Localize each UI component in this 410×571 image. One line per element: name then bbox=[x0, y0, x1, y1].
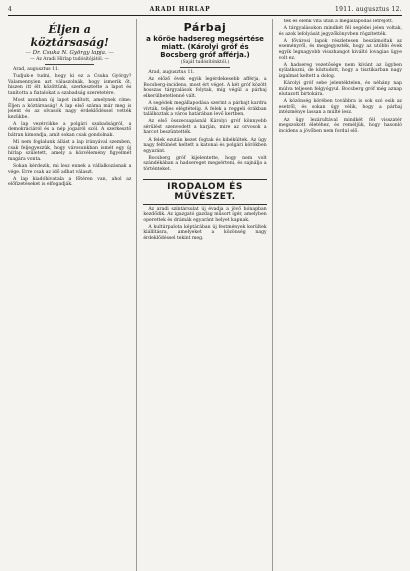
paragraph: Az aradi színtársulat új évadja a jövő hónapban kezdődik. Az igazgató gazdag műsort ígér, amelyben operettek és drámák egyaránt helyet kapnak. bbox=[143, 206, 267, 223]
article-subtitle: a kőröe hadsereg megsértése miatt. (Károlyi gróf és Bocsberg gróf afférja.) bbox=[146, 35, 264, 59]
paragraph: A lap kiadóhivatala a főtéren van, ahol az előfizetéseket is elfogadják. bbox=[8, 176, 132, 188]
article-note: — Az Aradi Hírlap tudósítójától. — bbox=[30, 57, 110, 62]
paragraph: Most azonban új lapot indított, amelynek címe: Éljen a köztársaság! A lap első száma már meg is jelent és az olvasók nagy érdeklődéssel vették kezükbe. bbox=[8, 97, 132, 120]
paragraph: A közönség körében továbbra is sok szó esik az esetről, és sokan úgy vélik, hogy a párbaj intézménye lassan a múlté lesz. bbox=[278, 99, 402, 116]
paragraph: Sokan kérdezik, mi lesz ennek a vállalkozásnak a vége. Erre csak az idő adhat választ. bbox=[8, 164, 132, 175]
paragraph: Károlyi gróf sebe jelentéktelen, és néhány nap múlva teljesen felgyógyul. Bocsberg gróf még aznap elutazott birtokára. bbox=[278, 80, 402, 98]
issue-date: 1911. augusztus 12. bbox=[335, 6, 402, 13]
paragraph: A tárgyalásokon mindkét fél segédei jelen voltak, és azok lefolyását jegyzőkönyvben rögzítették. bbox=[278, 26, 402, 37]
paragraph: A hadsereg vezetősége nem kívánt az ügyben nyilatkozni, de köztudott, hogy a tisztikarban nagy izgalmat keltett a dolog. bbox=[278, 62, 402, 79]
paragraph: Arad, augusztus 11. bbox=[13, 67, 60, 72]
article-note: (Saját tudósítónktól.) bbox=[180, 60, 230, 65]
paragraph: Az előző évek egyik legérdekesebb afférja, a Bocsberg-incidens, most ért véget. A két gróf között hosszas tárgyalások folytak, míg végül a párbaj elkerülhetetlenné vált. bbox=[143, 77, 267, 99]
paragraph: Az első összecsapásnál Károlyi gróf könnyebb sérülést szenvedett a karján, mire az orvosok a harcot beszüntették. bbox=[143, 119, 267, 136]
column-2 bbox=[143, 19, 272, 571]
paragraph: Bocsberg gróf kijelentette, hogy nem volt szándékában a hadsereget megsérteni, és sajnálja a történteket. bbox=[143, 155, 267, 172]
paragraph: A felek ezután kezet fogtak és kibékültek. Az ügy nagy feltűnést keltett a katonai és polgári körökben egyaránt. bbox=[143, 137, 267, 154]
paragraph: A fővárosi lapok részletesen beszámoltak az eseményről, és megjegyezték, hogy az utóbbi évek egyik legnagyobb visszhangot kiváltó lovagias ügye volt ez. bbox=[278, 38, 402, 61]
section-heading-irodalom: IRODALOM ÉS MŰVÉSZET. bbox=[143, 179, 266, 205]
columns bbox=[8, 19, 402, 571]
article-byline: — Dr. Csuka N. György lapja. — bbox=[25, 50, 114, 56]
paragraph: Tudjuk-e tudni, hogy ki ez a Csuka György? Valamennyien azt válaszolnák, hogy ismerik őt, hiszen itt élt közöttünk, szerkesztette a lapot és tanította a fiatalokat a szabadság szeretetére. bbox=[8, 74, 132, 96]
paragraph: A kultúrpalota képtárában új festmények kerültek kiállításra, amelyeket a közönség nagy érdeklődéssel tekint meg. bbox=[143, 224, 267, 242]
column-1 bbox=[8, 19, 137, 571]
column-3 bbox=[279, 19, 402, 571]
article-title-parbaj: Párbaj bbox=[183, 21, 227, 34]
paragraph: A lap vezércikke a polgári szabadságról, a demokráciáról és a nép jogairól szól. A szerkesztő bátran kimondja, amit sokan csak gondolnak. bbox=[8, 121, 132, 139]
paragraph: Mi nem foglalunk állást a lap irányával szemben, csak feljegyezzük, hogy városunkban ismét egy új hírlap született, amely a közvélemény figyelmét magára vonta. bbox=[8, 140, 132, 162]
paragraph: tek és élénk vita után a megállapodás létrejött. bbox=[283, 19, 394, 24]
paragraph: Az ügy lezárultával mindkét fél visszatér megszokott életéhez, és reméljük, hogy hasonló incidens a jövőben nem fordul elő. bbox=[278, 117, 402, 134]
article-title-koztarsasag: Éljen a köztársaság! bbox=[30, 23, 109, 49]
page-header bbox=[8, 6, 402, 16]
paragraph: Arad, augusztus 11. bbox=[148, 70, 195, 75]
paper-name: ARADI HIRLAP bbox=[149, 6, 211, 13]
paragraph: A segédek megállapodása szerint a párbajt kardra vívták, teljes elégtételig. A felek a reggeli órákban találkoztak a város határában levő kertben. bbox=[143, 100, 267, 118]
page-number: 4 bbox=[8, 6, 13, 13]
divider bbox=[180, 67, 229, 68]
divider bbox=[45, 64, 94, 65]
